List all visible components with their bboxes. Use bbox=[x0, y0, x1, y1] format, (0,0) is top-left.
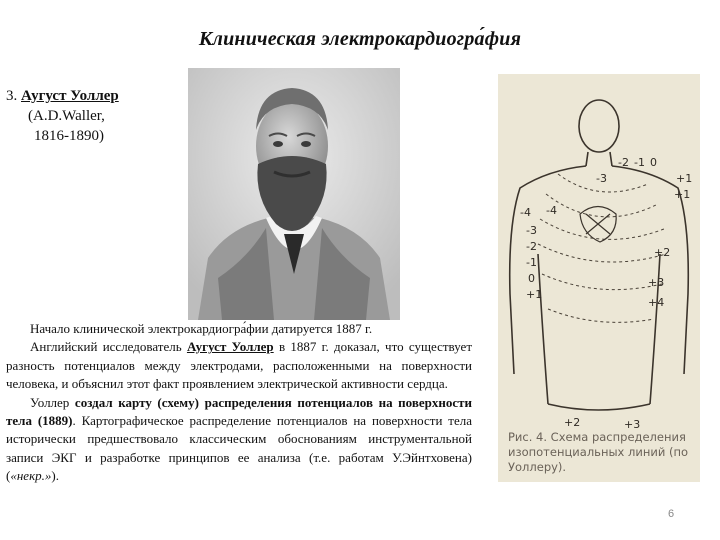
body-p3-rest: . Картографическое распределение потенциалов на поверхности тела исторически предшествовало классическим обоснованиям инструментальной записи ЭКГ и разработке принципов ее анализа (т.е. работам У.Эйнтховена) ( bbox=[6, 413, 473, 484]
label-bottom-2: +3 bbox=[624, 418, 641, 431]
body-paragraph-1: Начало клинической электрокардиогра́фии датируется 1887 г. bbox=[30, 321, 373, 336]
label-top-3: 0 bbox=[650, 156, 657, 169]
portrait-caption bbox=[6, 86, 176, 146]
slide-title: Клиническая электрокардиогра́фия bbox=[198, 28, 522, 50]
label-misc-1: -3 bbox=[596, 172, 607, 185]
label-bottom-1: +2 bbox=[564, 416, 581, 429]
label-left-6: +1 bbox=[526, 288, 543, 301]
label-top-2: -1 bbox=[634, 156, 645, 169]
potential-map-figure bbox=[498, 74, 700, 482]
waller-portrait bbox=[188, 68, 400, 320]
caption-name: Аугуст Уоллер bbox=[21, 88, 119, 104]
label-left-5: 0 bbox=[528, 272, 535, 285]
label-top-1: -2 bbox=[618, 156, 629, 169]
body-p2-start: Английский исследователь bbox=[30, 339, 187, 355]
body-p3-italic: «некр.» bbox=[10, 468, 52, 484]
body-p3-start: Уоллер bbox=[30, 394, 75, 410]
body-p3-bold: создал карту (схему) распределения потенциалов на поверхности тела (1889) bbox=[6, 394, 472, 429]
label-right-5: +4 bbox=[648, 296, 665, 309]
caption-latin: (A.D.Waller, bbox=[28, 108, 105, 124]
label-right-1: +1 bbox=[676, 172, 693, 185]
label-right-3: +2 bbox=[654, 246, 671, 259]
label-right-2: +1 bbox=[674, 188, 691, 201]
figure-caption: Рис. 4. Схема распределения изопотенциальных линий (по Уоллеру). bbox=[508, 430, 688, 474]
portrait-photo bbox=[188, 68, 400, 320]
body-p2-rest: в 1887 г. доказал, что существует разность потенциалов между электродами, расположенными на поверхности человека, и объяснил этот факт проявлением электрической активности сердца. bbox=[6, 339, 472, 392]
label-misc-2: -4 bbox=[546, 204, 557, 217]
body-paragraph-2 bbox=[6, 338, 472, 393]
label-left-4: -1 bbox=[526, 256, 537, 269]
body-p2-name: Аугуст Уоллер bbox=[186, 339, 274, 355]
label-left-1: -4 bbox=[520, 206, 531, 219]
label-left-3: -2 bbox=[526, 240, 537, 253]
isopotential-diagram bbox=[498, 74, 700, 482]
caption-number: 3. bbox=[6, 88, 18, 104]
label-right-4: +3 bbox=[648, 276, 665, 289]
body-text bbox=[6, 320, 472, 486]
label-left-2: -3 bbox=[526, 224, 537, 237]
body-paragraph-3 bbox=[6, 394, 472, 486]
caption-years: 1816-1890) bbox=[34, 128, 104, 144]
page-number: 6 bbox=[668, 508, 675, 520]
body-p3-end: ). bbox=[51, 468, 59, 484]
